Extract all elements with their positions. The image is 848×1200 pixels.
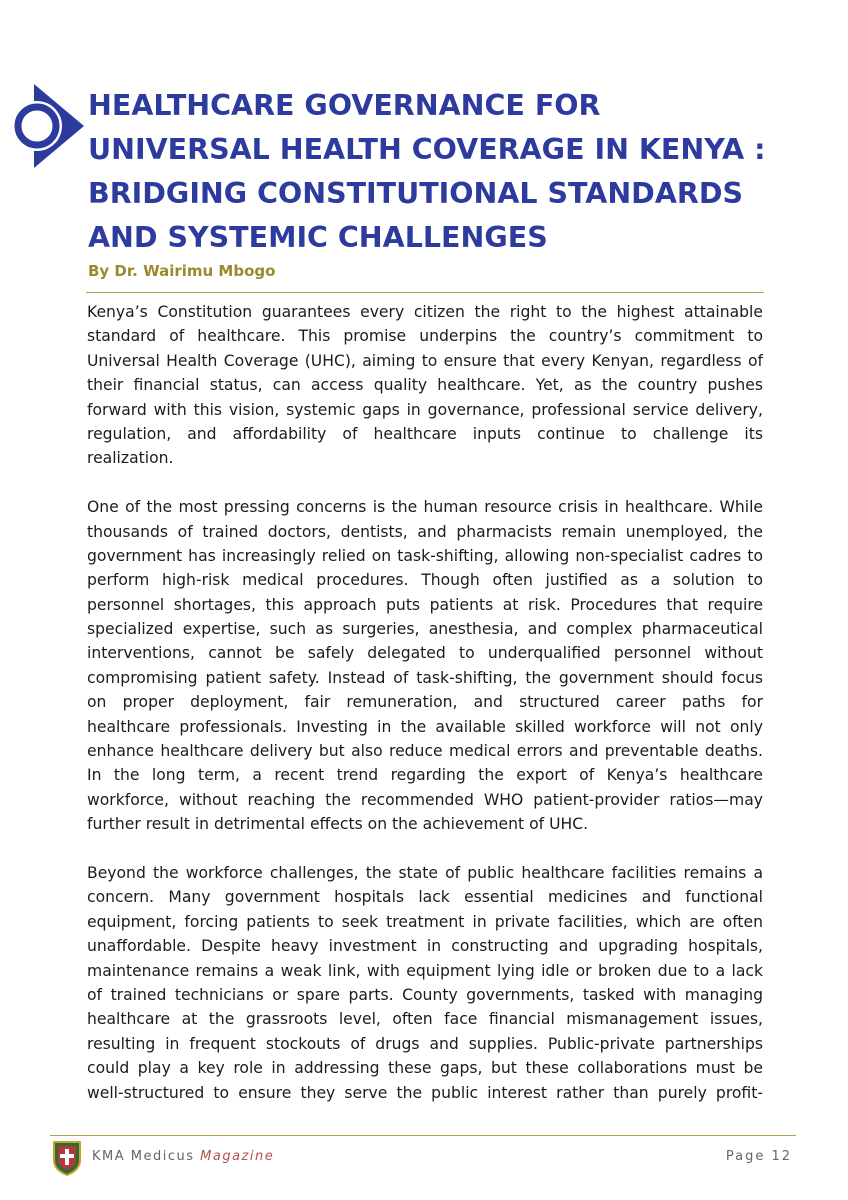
title-line: HEALTHCARE GOVERNANCE FOR bbox=[88, 89, 601, 122]
text-line: Beyond the workforce challenges, the state of public healthcare facilities remains a bbox=[87, 863, 763, 882]
text-line: healthcare professionals. Investing in the available skilled workforce will not only bbox=[87, 717, 763, 736]
text-line: could play a key role in addressing these gaps, but these collaborations must be bbox=[87, 1059, 763, 1078]
magazine-name bbox=[92, 1149, 274, 1164]
title-line: AND SYSTEMIC CHALLENGES bbox=[88, 221, 548, 254]
paragraph bbox=[87, 495, 763, 836]
text-line: of trained technicians or spare parts. County governments, tasked with managing bbox=[87, 985, 763, 1004]
article-title bbox=[88, 84, 808, 260]
text-line: realization. bbox=[87, 449, 174, 468]
text-line: specialized expertise, such as surgeries, anesthesia, and complex pharmaceutical bbox=[87, 620, 763, 639]
text-line: concern. Many government hospitals lack essential medicines and functional bbox=[87, 888, 763, 907]
text-line: Universal Health Coverage (UHC), aiming to ensure that every Kenyan, regardless of bbox=[87, 351, 763, 370]
paragraph bbox=[87, 861, 763, 1105]
text-line: maintenance remains a weak link, with equipment lying idle or broken due to a lack bbox=[87, 961, 763, 980]
text-line: One of the most pressing concerns is the human resource crisis in healthcare. While bbox=[87, 498, 763, 517]
text-line: enhance healthcare delivery but also reduce medical errors and preventable deaths. bbox=[87, 742, 763, 761]
kma-crest-icon bbox=[52, 1140, 82, 1176]
article-body bbox=[87, 300, 763, 1129]
magazine-title: KMA Medicus bbox=[92, 1149, 195, 1164]
page-number: Page 12 bbox=[725, 1149, 792, 1164]
text-line: interventions, cannot be safely delegated to underqualified personnel without bbox=[87, 644, 763, 663]
text-line: well-structured to ensure they serve the public interest rather than purely profit- bbox=[87, 1083, 763, 1102]
text-line: further result in detrimental effects on the achievement of UHC. bbox=[87, 815, 589, 834]
text-line: compromising patient safety. Instead of task-shifting, the government should focus bbox=[87, 668, 763, 687]
author-byline: By Dr. Wairimu Mbogo bbox=[88, 262, 276, 280]
text-line: personnel shortages, this approach puts patients at risk. Procedures that require bbox=[87, 595, 763, 614]
text-line: government has increasingly relied on task-shifting, allowing non-specialist cadres to bbox=[87, 546, 763, 565]
text-line: thousands of trained doctors, dentists, and pharmacists remain unemployed, the bbox=[87, 522, 763, 541]
text-line: perform high-risk medical procedures. Though often justified as a solution to bbox=[87, 571, 763, 590]
text-line: forward with this vision, systemic gaps in governance, professional service delivery, bbox=[87, 400, 763, 419]
text-line: equipment, forcing patients to seek treatment in private facilities, which are often bbox=[87, 912, 763, 931]
chevron-circle-logo-icon bbox=[10, 84, 84, 168]
magazine-suffix: Magazine bbox=[200, 1149, 275, 1164]
title-line: BRIDGING CONSTITUTIONAL STANDARDS bbox=[88, 177, 744, 210]
footer-divider bbox=[50, 1135, 796, 1136]
paragraph bbox=[87, 300, 763, 471]
text-line: their financial status, can access quality healthcare. Yet, as the country pushes bbox=[87, 376, 763, 395]
text-line: unaffordable. Despite heavy investment in constructing and upgrading hospitals, bbox=[87, 937, 763, 956]
text-line: regulation, and affordability of healthcare inputs continue to challenge its bbox=[87, 424, 763, 443]
text-line: healthcare at the grassroots level, often face financial mismanagement issues, bbox=[87, 1010, 763, 1029]
text-line: resulting in frequent stockouts of drugs and supplies. Public-private partnerships bbox=[87, 1034, 763, 1053]
header-divider bbox=[86, 292, 764, 293]
text-line: on proper deployment, fair remuneration, and structured career paths for bbox=[87, 693, 763, 712]
text-line: Kenya’s Constitution guarantees every citizen the right to the highest attainable bbox=[87, 303, 763, 321]
text-line: standard of healthcare. This promise underpins the country’s commitment to bbox=[87, 327, 763, 346]
text-line: workforce, without reaching the recommended WHO patient-provider ratios—may bbox=[87, 790, 763, 809]
title-line: UNIVERSAL HEALTH COVERAGE IN KENYA : bbox=[88, 133, 766, 166]
text-line: In the long term, a recent trend regarding the export of Kenya’s healthcare bbox=[87, 766, 763, 785]
